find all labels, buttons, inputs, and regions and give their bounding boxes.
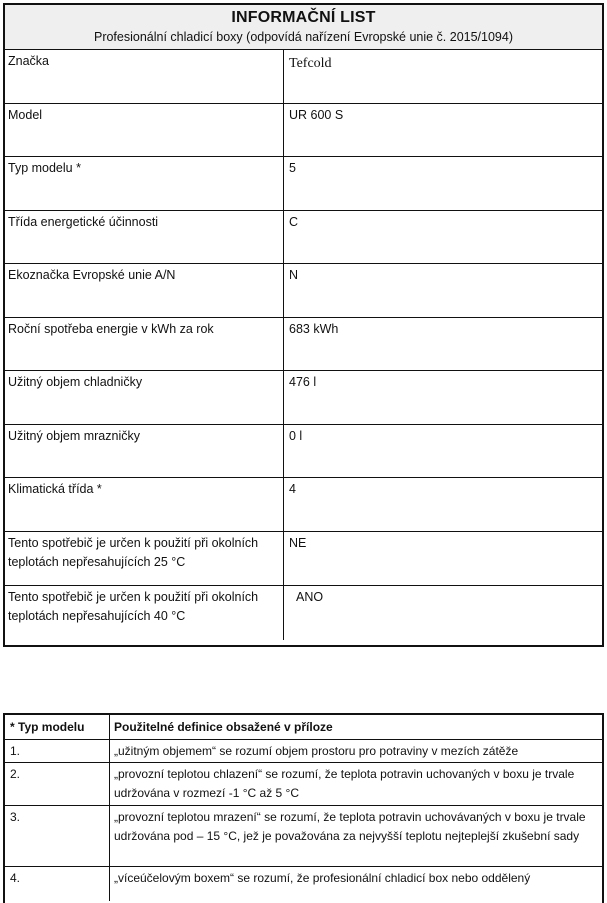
definitions-row: [5, 806, 602, 867]
info-value: N: [289, 268, 299, 282]
info-row-ambient-40: [5, 586, 602, 640]
info-label: Třída energetické účinnosti: [5, 211, 284, 264]
info-row-climate-class: [5, 478, 602, 532]
info-sheet-subtitle: Profesionální chladicí boxy (odpovídá nařízení Evropské unie č. 2015/1094): [93, 30, 513, 44]
definition-text: „provozní teplotou chlazení“ se rozumí, že teplota potravin uchovaných v boxu je trvale udržována v rozmezí -1 °C až 5 °C: [114, 767, 575, 800]
info-label: Klimatická třída *: [5, 478, 284, 531]
info-sheet-title: INFORMAČNÍ LIST: [231, 9, 376, 26]
definitions-header-type: * Typ modelu: [5, 715, 110, 739]
definitions-row: [5, 763, 602, 806]
definition-text: „provozní teplotou mrazení“ se rozumí, že teplota potravin uchovávaných v boxu je trvale udržována pod – 15 °C, jež je považována za nejvyšší teplotu nejteplejší zkušební sady: [114, 810, 586, 843]
info-sheet-header: [5, 5, 602, 50]
info-label: Značka: [5, 50, 284, 103]
definitions-table: [3, 713, 604, 903]
info-value: 0 l: [289, 428, 303, 443]
info-row-ambient-25: [5, 532, 602, 586]
definition-number: 2.: [5, 763, 110, 805]
info-value: 5: [289, 161, 296, 175]
definition-text: „víceúčelovým boxem“ se rozumí, že profesionální chladicí box nebo oddělený: [114, 871, 531, 885]
info-row-freezer-volume: [5, 425, 602, 479]
info-value: 476 l: [289, 375, 317, 389]
definitions-header-row: [5, 715, 602, 740]
definition-text: „užitným objemem“ se rozumí objem prostoru pro potraviny v mezích zátěže: [114, 744, 519, 758]
info-label: Tento spotřebič je určen k použití při okolních teplotách nepřesahujících 25 °C: [5, 532, 284, 585]
info-value: C: [289, 214, 299, 229]
definition-number: 3.: [5, 806, 110, 866]
info-value: Tefcold: [289, 56, 332, 71]
definitions-header-text: Použitelné definice obsažené v příloze: [114, 720, 333, 734]
info-label: Tento spotřebič je určen k použití při okolních teplotách nepřesahujících 40 °C: [5, 586, 284, 640]
info-label: Užitný objem mrazničky: [5, 425, 284, 478]
info-row-energy-class: [5, 211, 602, 265]
info-value: ANO: [296, 589, 324, 604]
definition-number: 1.: [5, 740, 110, 762]
info-sheet-table: [3, 3, 604, 647]
info-row-ecolabel: [5, 264, 602, 318]
info-row-model-type: [5, 157, 602, 211]
info-label: Roční spotřeba energie v kWh za rok: [5, 318, 284, 371]
info-value: NE: [289, 535, 307, 550]
info-label: Model: [5, 104, 284, 157]
info-row-annual-consumption: [5, 318, 602, 372]
definition-number: 4.: [5, 867, 110, 901]
info-label: Typ modelu *: [5, 157, 284, 210]
info-value: 4: [289, 482, 296, 496]
info-row-model: [5, 104, 602, 158]
definitions-row: [5, 867, 602, 901]
info-label: Užitný objem chladničky: [5, 371, 284, 424]
definitions-row: [5, 740, 602, 763]
info-value: 683 kWh: [289, 321, 339, 336]
info-row-brand: [5, 50, 602, 104]
info-label: Ekoznačka Evropské unie A/N: [5, 264, 284, 317]
info-value: UR 600 S: [289, 107, 344, 122]
info-row-fridge-volume: [5, 371, 602, 425]
